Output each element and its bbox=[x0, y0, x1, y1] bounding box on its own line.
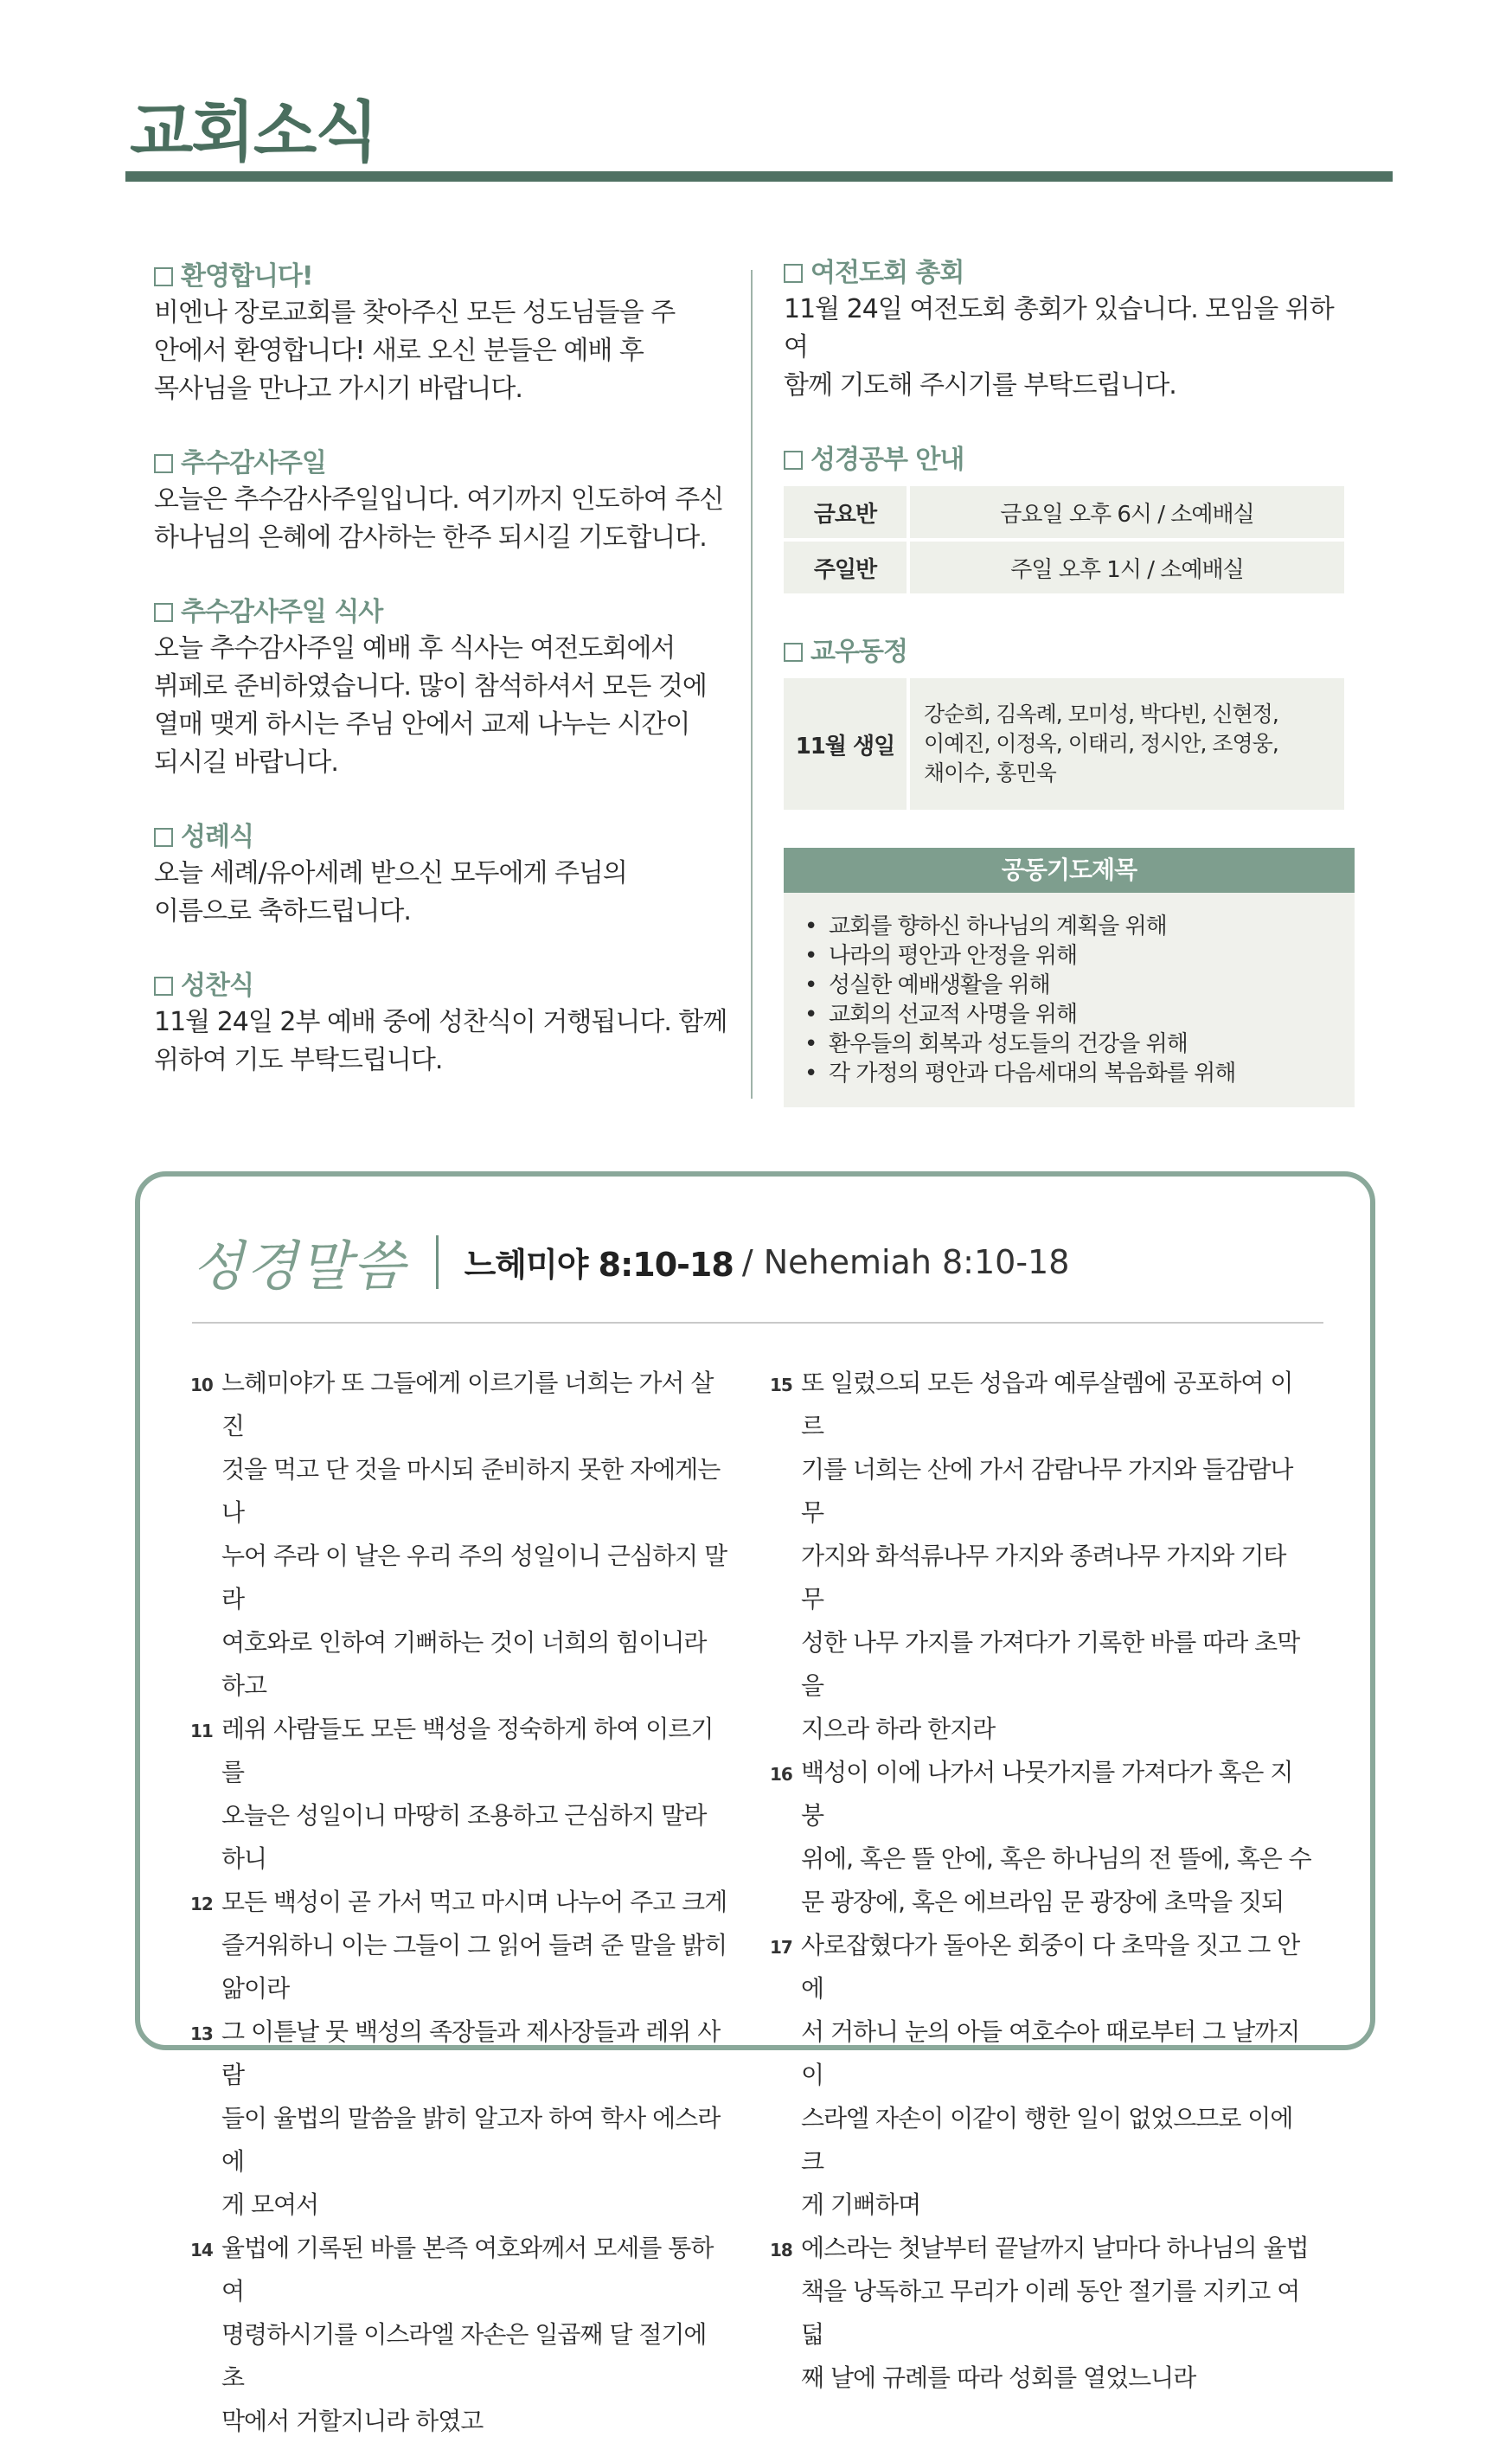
left-column bbox=[154, 260, 742, 1118]
prayer-list bbox=[784, 893, 1355, 1107]
birthday-names-line: 강순희, 김옥례, 모미성, 박다빈, 신현정, bbox=[924, 702, 1278, 727]
verse-line: 레위 사람들도 모든 백성을 정숙하게 하여 이르기를 bbox=[221, 1715, 714, 1786]
birthday-names-line: 이예진, 이정옥, 이태리, 정시안, 조영웅, bbox=[924, 731, 1278, 756]
verse-number: 12 bbox=[190, 1894, 213, 1914]
notice-line: 비엔나 장로교회를 찾아주신 모든 성도님들을 주 bbox=[154, 298, 676, 328]
verse-11 bbox=[190, 1708, 735, 1881]
scripture-reference-korean: 느헤미야 8:10-18 bbox=[464, 1246, 734, 1284]
list-item: • 환우들의 회복과 성도들의 건강을 위해 bbox=[829, 1029, 1337, 1059]
notice-title: 성례식 bbox=[181, 822, 253, 852]
checkbox-square-icon bbox=[154, 977, 173, 996]
notice-line: 하나님의 은혜에 감사하는 한주 되시길 기도합니다. bbox=[154, 523, 707, 553]
verse-line: 누어 주라 이 날은 우리 주의 성일이니 근심하지 말라 bbox=[221, 1542, 727, 1613]
list-item: • 교회의 선교적 사명을 위해 bbox=[829, 1000, 1337, 1029]
bible-study-table bbox=[780, 483, 1348, 597]
notice-line: 이름으로 축하드립니다. bbox=[154, 896, 411, 927]
verse-line: 째 날에 규례를 따라 성회를 열었느니라 bbox=[801, 2363, 1196, 2392]
birthday-table bbox=[780, 675, 1348, 813]
verse-line: 사로잡혔다가 돌아온 회중이 다 초막을 짓고 그 안에 bbox=[801, 1931, 1300, 2003]
checkbox-square-icon bbox=[154, 603, 173, 622]
notice-line: 되시길 바랍니다. bbox=[154, 747, 338, 778]
notice-line: 위하여 기도 부탁드립니다. bbox=[154, 1045, 443, 1075]
verse-line: 게 기뻐하며 bbox=[801, 2190, 921, 2219]
notice-line: 11월 24일 2부 예배 중에 성찬식이 거행됩니다. 함께 bbox=[154, 1007, 727, 1037]
scripture-rule bbox=[192, 1322, 1323, 1324]
verse-line: 성한 나무 가지를 가져다가 기록한 바를 따라 초막을 bbox=[801, 1628, 1300, 1700]
checkbox-square-icon bbox=[154, 454, 173, 473]
list-item: • 나라의 평안과 안정을 위해 bbox=[829, 941, 1337, 971]
notice-communion bbox=[154, 969, 742, 1080]
notice-title: 추수감사주일 bbox=[181, 448, 326, 478]
notice-line: 오늘 추수감사주일 예배 후 식사는 여전도회에서 bbox=[154, 633, 676, 664]
prayer-box bbox=[784, 848, 1355, 1107]
verse-line: 책을 낭독하고 무리가 이레 동안 절기를 지키고 여덟 bbox=[801, 2277, 1300, 2349]
title-rule bbox=[125, 171, 1393, 182]
verse-number: 16 bbox=[770, 1764, 792, 1785]
notice-womens-assembly bbox=[784, 256, 1355, 405]
notice-line: 11월 24일 여전도회 총회가 있습니다. 모임을 위하여 bbox=[784, 294, 1334, 362]
table-cell-label: 금요반 bbox=[784, 486, 907, 538]
table-cell-value: 금요일 오후 6시 / 소예배실 bbox=[910, 486, 1344, 538]
verse-line: 게 모여서 bbox=[221, 2190, 319, 2219]
verse-line: 가지와 화석류나무 가지와 종려나무 가지와 기타 무 bbox=[801, 1542, 1286, 1613]
bible-study-section bbox=[784, 443, 1355, 597]
verse-14 bbox=[190, 2227, 735, 2443]
notice-line: 열매 맺게 하시는 주님 안에서 교제 나누는 시간이 bbox=[154, 709, 690, 740]
verse-16 bbox=[770, 1751, 1315, 1924]
birthday-names-line: 채이수, 홍민욱 bbox=[924, 760, 1056, 785]
notice-line: 오늘 세례/유아세례 받으신 모두에게 주님의 bbox=[154, 858, 627, 888]
table-cell-label: 주일반 bbox=[784, 542, 907, 593]
table-row bbox=[784, 486, 1344, 538]
notice-title: 여전도회 총회 bbox=[810, 258, 964, 288]
verse-line: 모든 백성이 곧 가서 먹고 마시며 나누어 주고 크게 bbox=[221, 1888, 727, 1916]
verse-line: 여호와로 인하여 기뻐하는 것이 너희의 힘이니라 하고 bbox=[221, 1628, 707, 1700]
checkbox-square-icon bbox=[784, 643, 803, 662]
notice-sacrament bbox=[154, 820, 742, 931]
verse-18 bbox=[770, 2227, 1315, 2400]
notice-title: 성경공부 안내 bbox=[810, 445, 964, 475]
verse-number: 17 bbox=[770, 1937, 792, 1958]
heading-divider bbox=[436, 1235, 439, 1289]
right-column bbox=[784, 256, 1355, 1107]
verse-12 bbox=[190, 1881, 735, 2010]
scripture-heading bbox=[192, 1223, 1069, 1300]
verse-line: 그 이튿날 뭇 백성의 족장들과 제사장들과 레위 사람 bbox=[221, 2017, 721, 2089]
scripture-reference-english: / Nehemiah 8:10-18 bbox=[741, 1242, 1070, 1281]
notice-welcome bbox=[154, 260, 742, 408]
table-row bbox=[784, 542, 1344, 593]
column-divider bbox=[751, 270, 753, 1099]
notice-title: 교우동정 bbox=[810, 637, 907, 667]
scripture-box bbox=[135, 1171, 1375, 2435]
verse-line: 위에, 혹은 뜰 안에, 혹은 하나님의 전 뜰에, 혹은 수 bbox=[801, 1844, 1311, 1873]
verse-13 bbox=[190, 2010, 735, 2227]
list-item: • 성실한 예배생활을 위해 bbox=[829, 971, 1337, 1000]
verse-line: 백성이 이에 나가서 나뭇가지를 가져다가 혹은 지붕 bbox=[801, 1758, 1293, 1830]
verse-line: 문 광장에, 혹은 에브라임 문 광장에 초막을 짓되 bbox=[801, 1888, 1285, 1916]
verse-line: 에스라는 첫날부터 끝날까지 날마다 하나님의 율법 bbox=[801, 2234, 1309, 2262]
checkbox-square-icon bbox=[784, 264, 803, 283]
verse-line: 오늘은 성일이니 마땅히 조용하고 근심하지 말라 하니 bbox=[221, 1801, 707, 1873]
notice-line: 뷔페로 준비하였습니다. 많이 참석하셔서 모든 것에 bbox=[154, 671, 707, 702]
scripture-label: 성경말씀 bbox=[192, 1234, 407, 1298]
members-news-section bbox=[784, 635, 1355, 813]
notice-line: 함께 기도해 주시기를 부탁드립니다. bbox=[784, 370, 1176, 401]
list-item: • 각 가정의 평안과 다음세대의 복음화를 위해 bbox=[829, 1059, 1337, 1088]
verses-left-column bbox=[190, 1362, 735, 2443]
verse-number: 13 bbox=[190, 2023, 213, 2044]
notice-title: 환영합니다! bbox=[181, 261, 313, 292]
list-item: • 교회를 향하신 하나님의 계획을 위해 bbox=[829, 912, 1337, 941]
verse-10 bbox=[190, 1362, 735, 1708]
verse-line: 또 일렀으되 모든 성읍과 예루살렘에 공포하여 이르 bbox=[801, 1369, 1293, 1440]
verse-17 bbox=[770, 1924, 1315, 2227]
table-row bbox=[784, 678, 1344, 810]
table-cell-label: 11월 생일 bbox=[784, 678, 907, 810]
verse-number: 15 bbox=[770, 1375, 792, 1395]
checkbox-square-icon bbox=[784, 451, 803, 470]
verse-line: 스라엘 자손이 이같이 행한 일이 없었으므로 이에 크 bbox=[801, 2104, 1293, 2176]
notice-thanksgiving-meal bbox=[154, 595, 742, 782]
verse-line: 막에서 거할지니라 하였고 bbox=[221, 2407, 484, 2435]
verse-line: 앎이라 bbox=[221, 1974, 290, 2003]
verse-line: 즐거워하니 이는 그들이 그 읽어 들려 준 말을 밝히 bbox=[221, 1931, 727, 1959]
verse-line: 지으라 하라 한지라 bbox=[801, 1715, 996, 1743]
prayer-title: 공동기도제목 bbox=[784, 848, 1355, 893]
verse-line: 기를 너희는 산에 가서 감람나무 가지와 들감람나무 bbox=[801, 1455, 1293, 1527]
verse-number: 10 bbox=[190, 1375, 213, 1395]
notice-line: 오늘은 추수감사주일입니다. 여기까지 인도하여 주신 bbox=[154, 484, 724, 515]
verse-line: 명령하시기를 이스라엘 자손은 일곱째 달 절기에 초 bbox=[221, 2320, 707, 2392]
checkbox-square-icon bbox=[154, 267, 173, 286]
verse-line: 율법에 기록된 바를 본즉 여호와께서 모세를 통하여 bbox=[221, 2234, 714, 2305]
verses-right-column bbox=[770, 1362, 1315, 2400]
verse-number: 18 bbox=[770, 2240, 792, 2260]
verse-line: 것을 먹고 단 것을 마시되 준비하지 못한 자에게는 나 bbox=[221, 1455, 721, 1527]
table-cell-value bbox=[910, 678, 1344, 810]
notice-thanksgiving bbox=[154, 446, 742, 557]
verse-line: 느헤미야가 또 그들에게 이르기를 너희는 가서 살진 bbox=[221, 1369, 714, 1440]
verse-line: 서 거하니 눈의 아들 여호수아 때로부터 그 날까지 이 bbox=[801, 2017, 1300, 2089]
notice-line: 안에서 환영합니다! 새로 오신 분들은 예배 후 bbox=[154, 336, 644, 366]
verse-line: 들이 율법의 말씀을 밝히 알고자 하여 학사 에스라에 bbox=[221, 2104, 721, 2176]
table-cell-value: 주일 오후 1시 / 소예배실 bbox=[910, 542, 1344, 593]
checkbox-square-icon bbox=[154, 828, 173, 847]
notice-title: 성찬식 bbox=[181, 971, 253, 1001]
notice-line: 목사님을 만나고 가시기 바랍니다. bbox=[154, 374, 522, 404]
notice-title: 추수감사주일 식사 bbox=[181, 597, 383, 627]
verse-15 bbox=[770, 1362, 1315, 1751]
verse-number: 14 bbox=[190, 2240, 213, 2260]
page-title: 교회소식 bbox=[130, 93, 377, 170]
verse-number: 11 bbox=[190, 1721, 213, 1741]
